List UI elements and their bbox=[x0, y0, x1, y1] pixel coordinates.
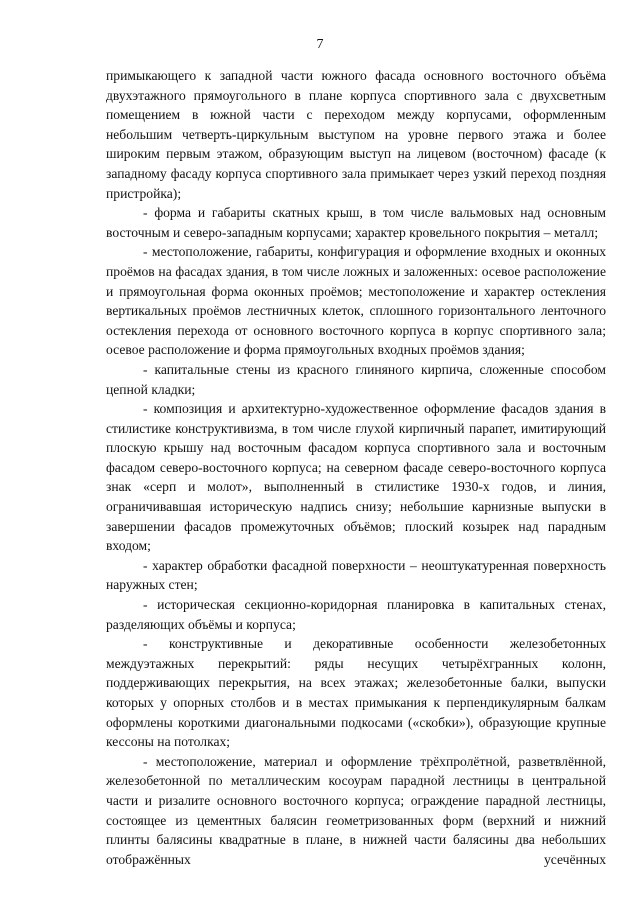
list-item-walls: - капитальные стены из красного глиняного кирпича, сложенные способом цепной кладки; bbox=[106, 361, 606, 397]
list-item-roofs: - форма и габариты скатных крыш, в том числе вальмовых над основным восточным и северо-западным корпусами; характер кровельного покрытия – металл; bbox=[106, 205, 606, 240]
list-item-facade-composition: - композиция и архитектурно-художественное оформление фасадов здания в стилистике конструктивизма, в том числе глухой кирпичный парапет, имитирующий плоскую крышу над восточным фасадом корпуса спортивного зала и восточным фасадом северо-восточного корпуса; на северном фасаде северо-восточного корпуса знак «серп и молот», выполненный в стилистике 1930-х годов, и линия, ограничивавшая историческую надпись снизу; небольшие карнизные выпуски в завершении фасадов промежуточных объёмов; плоский козырек над парадным входом; bbox=[106, 401, 606, 554]
list-item-staircase: - местоположение, материал и оформление трёхпролётной, разветвлённой, железобетонной по металлическим косоурам парадной лестницы в центральной части и ризалите основного восточного корпуса; ограждение парадной лестницы, состоящее из цементных балясин геометризованных форм (верхний и нижний плинты балясины квадратные в плане, в нижней части балясины два небольших отображённых усечённых bbox=[106, 753, 606, 867]
list-item-facade-surface: - характер обработки фасадной поверхности – неоштукатуренная поверхность наружных стен; bbox=[106, 557, 606, 593]
list-item-openings: - местоположение, габариты, конфигурация и оформление входных и оконных проёмов на фасадах здания, в том числе ложных и заложенных: осевое расположение и прямоугольная форма оконных проёмов; местоположение и характер остекления вертикальных проёмов лестничных клеток, сплошного горизонтального ленточного остекления перехода от основного восточного корпуса в корпус спортивного зала; осевое расположение и форма прямоугольных входных проёмов здания; bbox=[106, 244, 606, 358]
list-item-layout: - историческая секционно-коридорная планировка в капитальных стенах, разделяющих объёмы и корпуса; bbox=[106, 597, 606, 632]
paragraph-continuation: примыкающего к западной части южного фасада основного восточного объёма двухэтажного прямоугольного в плане корпуса спортивного зала с двухсветным помещением в южной части с переходом между корпусами, оформленным небольшим четверть-циркульным выступом на уровне первого этажа и более широким первым этажом, образующим выступ на лицевом (восточном) фасаде (к западному фасаду корпуса спортивного зала примыкает через узкий переход поздняя пристройка); bbox=[106, 68, 606, 201]
page-number: 7 bbox=[316, 37, 324, 52]
list-item-floor-structures: - конструктивные и декоративные особенности железобетонных междуэтажных перекрытий: ряды несущих четырёхгранных колонн, поддерживающих перекрытия, на всех этажах; железобетонные балки, выпуски которых у опорных столбов и в местах примыкания к перпендикулярным балкам оформлены короткими диагональными подкосами («скобки»), образующие крупные кессоны на потолках; bbox=[106, 636, 606, 750]
document-body bbox=[106, 66, 606, 869]
